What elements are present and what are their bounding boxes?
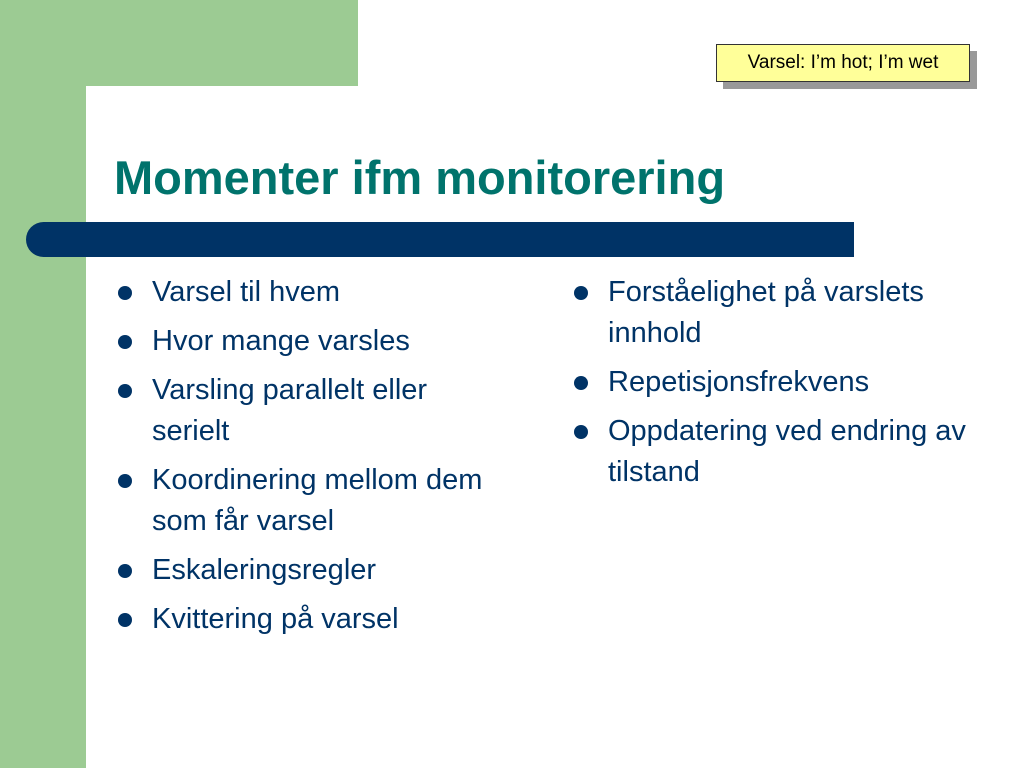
bullet-icon xyxy=(118,613,132,627)
bullet-item xyxy=(574,411,1014,493)
right-bullet-list xyxy=(574,272,1014,501)
bullet-text: Koordinering mellom dem som får varsel xyxy=(152,464,483,537)
bullet-item xyxy=(574,362,1014,403)
bullet-icon xyxy=(118,286,132,300)
bullet-text: Oppdatering ved endring av tilstand xyxy=(608,415,966,488)
green-sidebar-decoration xyxy=(0,0,86,768)
bullet-icon xyxy=(118,474,132,488)
bullet-text: Kvittering på varsel xyxy=(152,603,399,635)
bullet-item xyxy=(118,550,498,591)
bullet-icon xyxy=(574,286,588,300)
bullet-item xyxy=(118,272,498,313)
bullet-text: Eskaleringsregler xyxy=(152,554,377,586)
bullet-item xyxy=(118,460,498,542)
green-top-decoration xyxy=(0,0,358,86)
bullet-text: Hvor mange varsles xyxy=(152,325,410,357)
bullet-text: Repetisjonsfrekvens xyxy=(608,366,870,398)
left-bullet-list xyxy=(118,272,498,648)
bullet-icon xyxy=(574,376,588,390)
title-underline-bar xyxy=(26,222,854,257)
slide-title: Momenter ifm monitorering xyxy=(114,151,726,204)
bullet-icon xyxy=(118,335,132,349)
bullet-text: Varsling parallelt eller serielt xyxy=(152,374,428,447)
bullet-text: Varsel til hvem xyxy=(152,276,341,308)
bullet-item xyxy=(118,599,498,640)
bullet-item xyxy=(118,321,498,362)
bullet-item xyxy=(574,272,1014,354)
bullet-icon xyxy=(574,425,588,439)
bullet-item xyxy=(118,370,498,452)
bullet-text: Forståelighet på varslets innhold xyxy=(608,276,924,349)
bullet-icon xyxy=(118,564,132,578)
callout-box: Varsel: I’m hot; I’m wet xyxy=(716,44,970,82)
bullet-icon xyxy=(118,384,132,398)
